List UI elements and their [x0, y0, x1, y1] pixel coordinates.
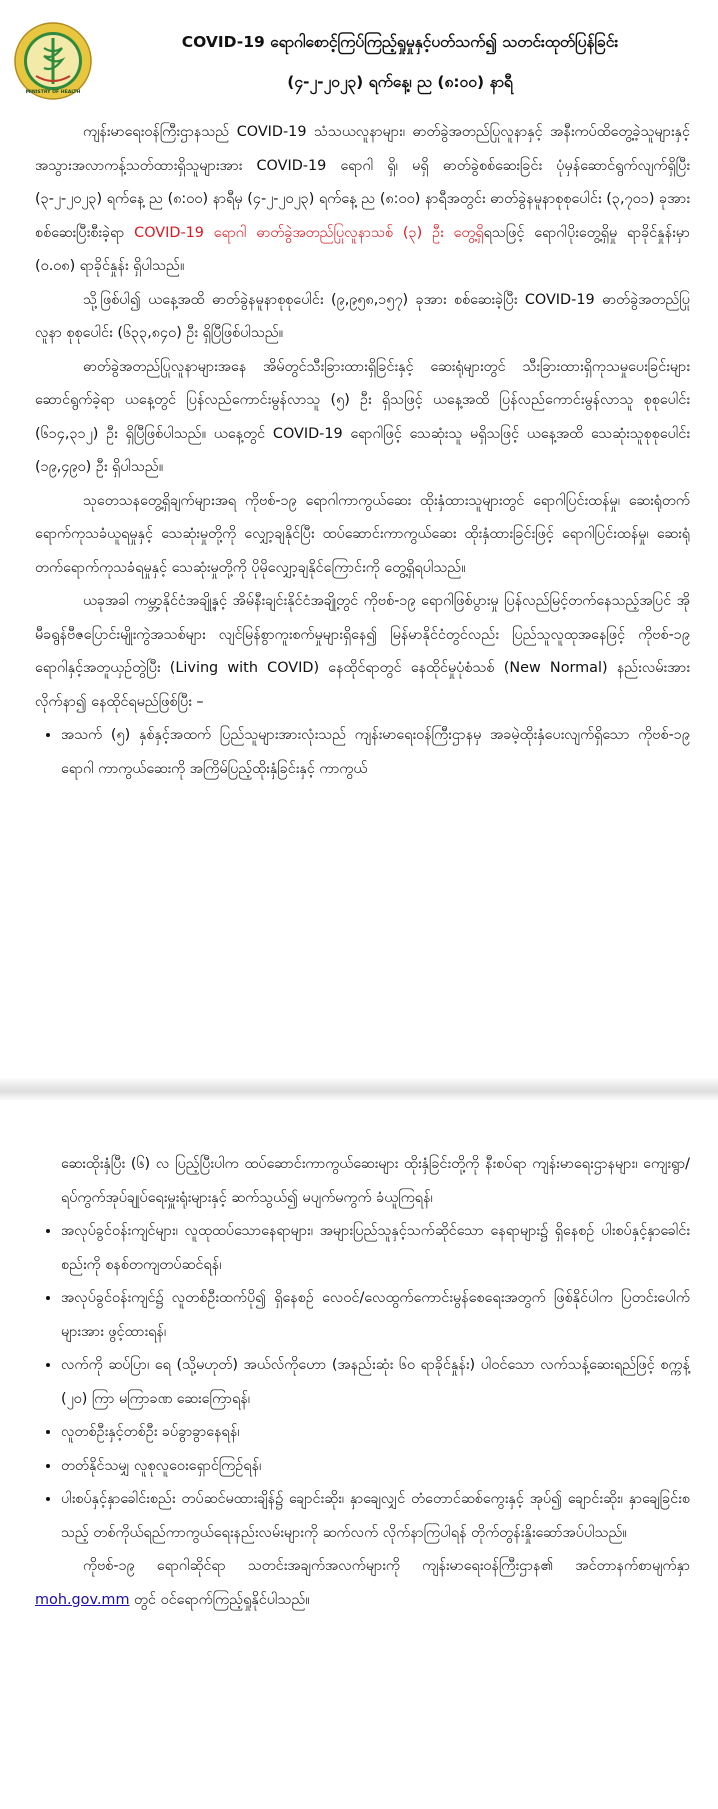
paragraph-vaccine-research: သုတေသနတွေ့ရှိချက်များအရ ကိုဗစ်-၁၉ ရောဂါကာကွယ်ဆေး ထိုးနှံထားသူများတွင် ရောဂါပြင်းထန်မှု၊ ဆေးရုံတက်ရောက်ကုသခံယူရမှုနှင့် သေဆုံးမှုတို့ကို လျှော့ချနိုင်ပြီး ထပ်ဆောင်းကာကွယ်ဆေး ထိုးနှံထားခြင်းဖြင့် ရောဂါပြင်းထန်မှု၊ ဆေးရုံတက်ရောက်ကုသခံရမှုနှင့် သေဆုံးမှုတို့ကို ပိုမိုလျှော့ချနိုင်ကြောင်းကို တွေ့ရှိရပါသည်။	[35, 492, 690, 576]
bullet-ventilation: • အလုပ်ခွင်ဝန်းကျင်၌ လူတစ်ဦးထက်ပို၍ ရှိနေစဉ် လေဝင်/လေထွက်ကောင်းမွန်စေရေးအတွက် ဖြစ်နိုင်ပါက ပြတင်းပေါက်များအား ဖွင့်ထားရန်၊	[61, 1282, 690, 1349]
logo-caption: MINISTRY OF HEALTH	[25, 90, 81, 95]
moh-website-link[interactable]: moh.gov.mm	[35, 1591, 130, 1608]
bullet-masks: • အလုပ်ခွင်ဝန်းကျင်များ၊ လူထုထပ်သောနေရာများ၊ အများပြည်သူနှင့်သက်ဆိုင်သော နေရာများ၌ ရှိနေစဉ် ပါးစပ်နှင့်နှာခေါင်းစည်းကို စနစ်တကျတပ်ဆင်ရန်၊	[61, 1215, 690, 1282]
body-page-1	[35, 116, 690, 786]
bullet-list-page-1	[35, 719, 690, 786]
title-line-1: COVID-19 ရောဂါစောင့်ကြပ်ကြည့်ရှုမှုနှင့်ပတ်သက်၍ သတင်းထုတ်ပြန်ခြင်း	[181, 33, 619, 51]
bullet-avoid-crowds: • တတ်နိုင်သမျှ လူစုလူဝေးရှောင်ကြဉ်ရန်၊	[61, 1450, 690, 1484]
bullet-vaccination: • အသက် (၅) နှစ်နှင့်အထက် ပြည်သူများအားလုံးသည် ကျန်းမာရေးဝန်ကြီးဌာနမှ အခမဲ့ထိုးနှံပေးလျက်ရှိသော ကိုဗစ်-၁၉ ရောဂါ ကာကွယ်ဆေးကို အကြိမ်ပြည့်ထိုးနှံခြင်းနှင့် ကာကွယ်	[61, 719, 690, 786]
paragraph-recoveries-deaths: ဓာတ်ခွဲအတည်ပြုလူနာများအနေ အိမ်တွင်သီးခြားထားရှိခြင်းနှင့် ဆေးရုံများတွင် သီးခြားထားရှိကုသမှုပေးခြင်းများ ဆောင်ရွက်ခဲ့ရာ ယနေ့တွင် ပြန်လည်ကောင်းမွန်လာသူ (၅) ဦး ရှိသဖြင့် ယနေ့အထိ ပြန်လည်ကောင်းမွန်လာသူ စုစုပေါင်း (၆၁၄,၃၁၂) ဦး ရှိပြီဖြစ်ပါသည်။ ယနေ့တွင် COVID-19 ရောဂါဖြင့် သေဆုံးသူ မရှိသဖြင့် ယနေ့အထိ သေဆုံးသူစုစုပေါင်း (၁၉,၄၉၀) ဦး ရှိပါသည်။	[35, 358, 690, 475]
paragraph-cumulative-cases: သို့ဖြစ်ပါ၍ ယနေ့အထိ ဓာတ်ခွဲနမူနာစုစုပေါင်း (၉,၉၅၈,၁၅၇) ခုအား စစ်ဆေးခဲ့ပြီး COVID-19 ဓာတ်ခွဲအတည်ပြုလူနာ စုစုပေါင်း (၆၃၃,၈၄၀) ဦး ရှိပြီဖြစ်ပါသည်။	[35, 291, 690, 341]
ministry-of-health-logo	[14, 22, 92, 100]
page-separator	[0, 1078, 718, 1100]
paragraph-testing-results: ကျန်းမာရေးဝန်ကြီးဌာနသည် COVID-19 သံသယလူနာများ၊ ဓာတ်ခွဲအတည်ပြုလူနာနှင့် အနီးကပ်ထိတွေ့ခဲ့သူများနှင့် အသွားအလာကန့်သတ်ထားရှိသူများအား COVID-19 ရောဂါ ရှိ၊ မရှိ ဓာတ်ခွဲစစ်ဆေးခြင်း ပုံမှန်ဆောင်ရွက်လျက်ရှိပြီး (၃-၂-၂၀၂၃) ရက်နေ့ ည (၈:၀၀) နာရီမှ (၄-၂-၂၀၂၃) ရက်နေ့ ည (၈:၀၀) နာရီအတွင်း ဓာတ်ခွဲနမူနာစုစုပေါင်း (၃,၇၀၁) ခုအား စစ်ဆေးပြီးစီးခဲ့ရာ COVID-19 ရောဂါ ဓာတ်ခွဲအတည်ပြုလူနာသစ် (၃) ဦး တွေ့ရှိရသဖြင့် ရောဂါပိုးတွေ့ရှိမှု ရာခိုင်နှုန်းမှာ (၀.၀၈) ရာခိုင်နှုန်း ရှိပါသည်။	[35, 124, 690, 274]
bullet-continuation: ဆေးထိုးနှံပြီး (၆) လ ပြည့်ပြီးပါက ထပ်ဆောင်းကာကွယ်ဆေးများ ထိုးနှံခြင်းတို့ကို နီးစပ်ရာ ကျန်းမာရေးဌာနများ၊ ကျေးရွာ/ရပ်ကွက်အုပ်ချုပ်ရေးမှူးရုံးများနှင့် ဆက်သွယ်၍ မပျက်မကွက် ခံယူကြရန်၊	[61, 1156, 690, 1206]
closing-paragraph: ကိုဗစ်-၁၉ ရောဂါဆိုင်ရာ သတင်းအချက်အလက်များကို ကျန်းမာရေးဝန်ကြီးဌာန၏ အင်တာနက်စာမျက်နှာ moh.gov.mm တွင် ဝင်ရောက်ကြည့်ရှုနိုင်ပါသည်။	[35, 1558, 690, 1608]
title-line-2: (၄-၂-၂၀၂၃) ရက်နေ့၊ ည (၈:၀၀) နာရီ	[287, 73, 513, 91]
bullet-respiratory-hygiene: • ပါးစပ်နှင့်နှာခေါင်းစည်း တပ်ဆင်မထားချိန်၌ ချောင်းဆိုး၊ နှာချေလျှင် တံတောင်ဆစ်ကွေးနှင့် အုပ်၍ ချောင်းဆိုး၊ နှာချေခြင်းစသည့် တစ်ကိုယ်ရည်ကာကွယ်ရေးနည်းလမ်းများကို ဆက်လက် လိုက်နာကြပါရန် တိုက်တွန်းနှိုးဆော်အပ်ပါသည်။	[61, 1483, 690, 1550]
bullet-handwashing: • လက်ကို ဆပ်ပြာ၊ ရေ (သို့မဟုတ်) အယ်လ်ကိုဟော (အနည်းဆုံး ၆၀ ရာခိုင်နှုန်း) ပါဝင်သော လက်သန့်ဆေးရည်ဖြင့် စက္ကန့် (၂၀) ကြာ မကြာခဏ ဆေးကြောရန်၊	[61, 1349, 690, 1416]
new-cases-highlight: COVID-19 ရောဂါ ဓာတ်ခွဲအတည်ပြုလူနာသစ် (၃) ဦး တွေ့ရှိ	[134, 224, 484, 241]
bullet-list-page-2	[35, 1215, 690, 1550]
paragraph-new-normal: ယခုအခါ ကမ္ဘာ့နိုင်ငံအချို့နှင့် အိမ်နီးချင်းနိုင်ငံအချို့တွင် ကိုဗစ်-၁၉ ရောဂါဖြစ်ပွားမှု ပြန်လည်မြင့်တက်နေသည့်အပြင် အိုမီခရွန်ဗီဇပြောင်းမျိုးကွဲအသစ်များ လျင်မြန်စွာကူးစက်မှုများရှိနေ၍ မြန်မာနိုင်ငံတွင်လည်း ပြည်သူလူထုအနေဖြင့် ကိုဗစ်-၁၉ ရောဂါနှင့်အတူယှဉ်တွဲပြီး (Living with COVID) နေထိုင်ရာတွင် နေထိုင်မှုပုံစံသစ် (New Normal) နည်းလမ်းအား လိုက်နာ၍ နေထိုင်ရမည်ဖြစ်ပြီး –	[35, 593, 690, 710]
bullet-distancing: • လူတစ်ဦးနှင့်တစ်ဦး ခပ်ခွာခွာနေရန်၊	[61, 1416, 690, 1450]
body-page-2	[35, 1148, 690, 1617]
document-title	[100, 22, 700, 102]
